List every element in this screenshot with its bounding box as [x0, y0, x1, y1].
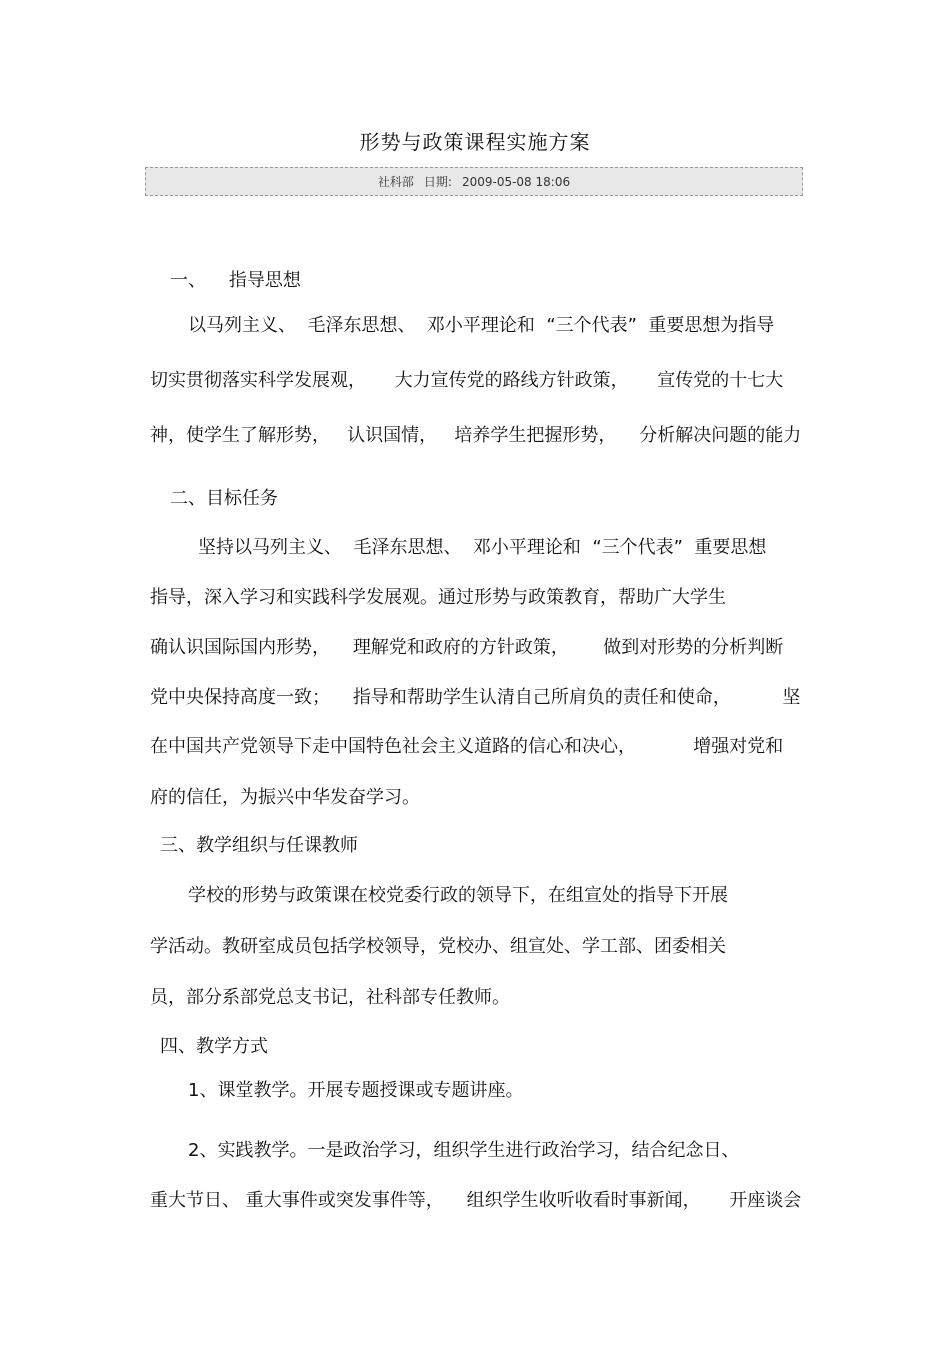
- meta-date-label: 日期:: [423, 175, 452, 189]
- paragraph-line: 府的信任，为振兴中华发奋学习。: [150, 787, 420, 808]
- paragraph-line: 学校的形势与政策课在校党委行政的领导下，在组宣处的指导下开展: [188, 885, 728, 906]
- paragraph-line: 员，部分系部党总支书记，社科部专任教师。: [150, 987, 510, 1008]
- paragraph-line: 指导，深入学习和实践科学发展观。通过形势与政策教育，帮助广大学生: [150, 587, 726, 608]
- paragraph-line: 在中国共产党领导下走中国特色社会主义道路的信心和决心， 增强对党和: [150, 736, 784, 757]
- heading-teaching-methods: 四、教学方式: [160, 1036, 268, 1057]
- heading-guiding-thought: 一、 指导思想: [170, 270, 301, 291]
- paragraph-line: 切实贯彻落实科学发展观， 大力宣传党的路线方针政策， 宣传党的十七大: [150, 370, 784, 391]
- paragraph-line: 确认识国际国内形势， 理解党和政府的方针政策， 做到对形势的分析判断: [150, 637, 784, 658]
- paragraph-line: 重大节日、 重大事件或突发事件等， 组织学生收听收看时事新闻， 开座谈会: [150, 1190, 802, 1211]
- paragraph-line: 坚持以马列主义、 毛泽东思想、 邓小平理论和 “三个代表” 重要思想: [198, 537, 767, 558]
- paragraph-line: 以马列主义、 毛泽东思想、 邓小平理论和 “三个代表” 重要思想为指导: [188, 315, 775, 336]
- paragraph-line: 神，使学生了解形势， 认识国情， 培养学生把握形势， 分析解决问题的能力: [150, 425, 802, 446]
- heading-organization: 三、教学组织与任课教师: [160, 835, 358, 856]
- paragraph-line: 1、课堂教学。开展专题授课或专题讲座。: [188, 1080, 524, 1101]
- paragraph-line: 党中央保持高度一致； 指导和帮助学生认清自己所肩负的责任和使命， 坚: [150, 687, 801, 708]
- heading-goals: 二、目标任务: [170, 488, 278, 509]
- document-title: 形势与政策课程实施方案: [359, 130, 591, 154]
- meta-date-value: 2009-05-08 18:06: [461, 174, 571, 189]
- meta-bar: [145, 167, 803, 196]
- meta-department: 社科部: [377, 175, 414, 189]
- paragraph-line: 学活动。教研室成员包括学校领导，党校办、组宣处、学工部、团委相关: [150, 936, 726, 957]
- paragraph-line: 2、实践教学。一是政治学习，组织学生进行政治学习，结合纪念日、: [188, 1140, 740, 1161]
